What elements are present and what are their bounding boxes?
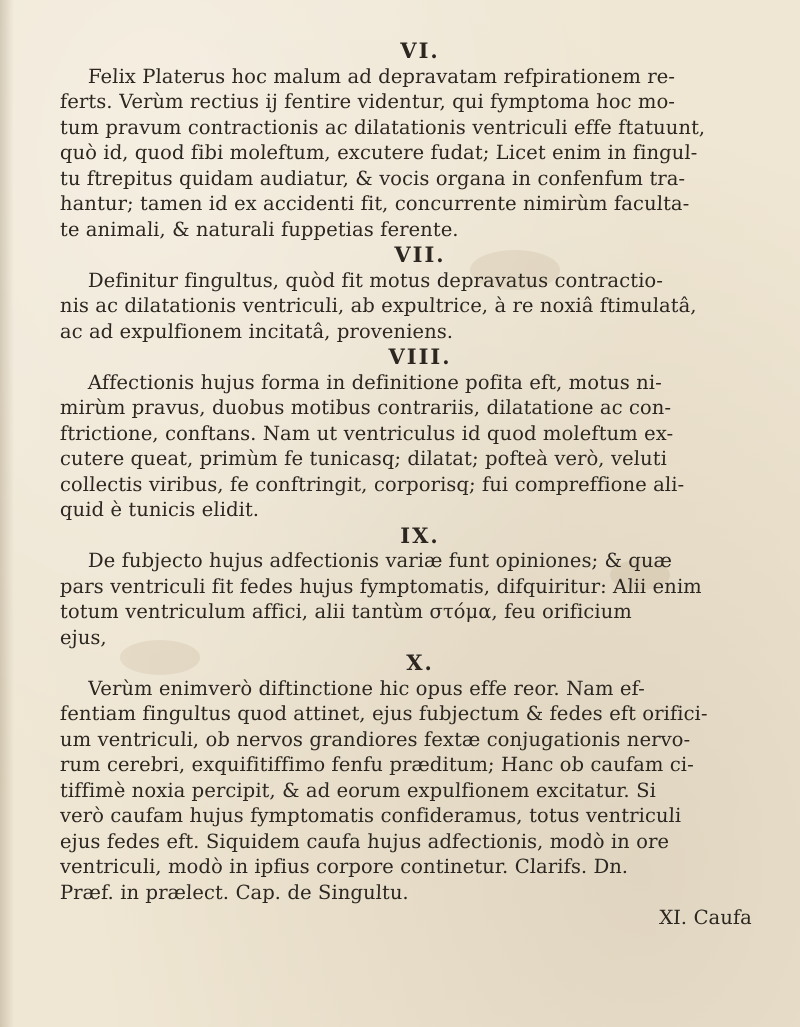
text-line: pars ventriculi fit fedes hujus fymptomatis, difquiritur: Alii enim	[59, 574, 703, 598]
text-line: ejus,	[59, 625, 108, 649]
text-line: quò id, quod fibi moleftum, excutere fudat; Licet enim in fingul-	[59, 141, 698, 164]
paragraph-ix	[60, 548, 780, 650]
text-line: hantur; tamen id ex accidenti fit, concurrente nimirùm faculta-	[59, 192, 690, 215]
text-line: Verùm enimverò diftinctione hic opus effe reor. Nam ef-	[87, 676, 646, 700]
text-line: ac ad expulfionem incitatâ, proveniens.	[59, 319, 454, 343]
section-heading-x: X.	[406, 650, 434, 675]
text-line: Felix Platerus hoc malum ad depravatam refpirationem re-	[87, 64, 676, 88]
text-line: rum cerebri, exquifitiffimo fenfu præditum; Hanc ob caufam ci-	[59, 753, 695, 776]
text-line: Præf. in prælect. Cap. de Singultu.	[59, 880, 410, 904]
binding-fold-shadow	[0, 0, 14, 1027]
text-line: tum pravum contractionis ac dilatationis ventriculi effe ftatuunt,	[59, 115, 706, 139]
text-line: mirùm pravus, duobus motibus contrariis, dilatatione ac con-	[59, 396, 672, 419]
text-line: cutere queat, primùm fe tunicasq; dilatat; pofteà verò, veluti	[59, 447, 668, 470]
text-line: ejus fedes eft. Siquidem caufa hujus adfectionis, modò in ore	[59, 829, 670, 853]
section-heading-viii: VIII.	[388, 344, 452, 369]
text-line: nis ac dilatationis ventriculi, ab expultrice, à re noxiâ ftimulatâ,	[59, 294, 698, 317]
text-line: te animali, & naturali fuppetias ferente.	[59, 217, 460, 241]
text-line: De fubjecto hujus adfectionis variæ funt opiniones; & quæ	[87, 549, 673, 572]
text-line: ferts. Verùm rectius ij fentire videntur, qui fymptoma hoc mo-	[59, 90, 676, 113]
text-line: collectis viribus, fe conftringit, corporisq; fui compreffione ali-	[59, 472, 685, 496]
paragraph-vi	[60, 64, 780, 243]
section-heading-vii: VII.	[394, 242, 446, 267]
paragraph-x	[60, 676, 780, 906]
text-line: tiffimè noxia percipit, & ad eorum expulfionem excitatur. Si	[59, 778, 657, 802]
text-line: quid è tunicis elidit.	[59, 498, 260, 521]
text-line: Definitur fingultus, quòd fit motus depravatus contractio-	[87, 268, 664, 292]
paragraph-vii	[60, 268, 780, 345]
text-line: Affectionis hujus forma in definitione pofita eft, motus ni-	[87, 370, 663, 394]
text-line: ftrictione, conftans. Nam ut ventriculus id quod moleftum ex-	[59, 421, 674, 445]
text-line: tu ftrepitus quidam audiatur, & vocis organa in confenfum tra-	[59, 166, 686, 190]
text-line: um ventriculi, ob nervos grandiores fextæ conjugationis nervo-	[59, 727, 691, 751]
paragraph-viii	[60, 370, 780, 523]
text-line: totum ventriculum affici, alii tantùm στόμα, feu orificium	[59, 600, 633, 623]
text-line: verò caufam hujus fymptomatis confideramus, totus ventriculi	[59, 804, 682, 827]
text-block	[60, 38, 780, 931]
section-heading-vi: VI.	[400, 38, 440, 63]
text-line: ventriculi, modò in ipfius corpore continetur. Clarifs. Dn.	[59, 855, 629, 878]
text-line: fentiam fingultus quod attinet, ejus fubjectum & fedes eft orifici-	[59, 702, 709, 725]
section-heading-ix: IX.	[400, 522, 440, 548]
catchword: XI. Caufa	[658, 906, 753, 929]
